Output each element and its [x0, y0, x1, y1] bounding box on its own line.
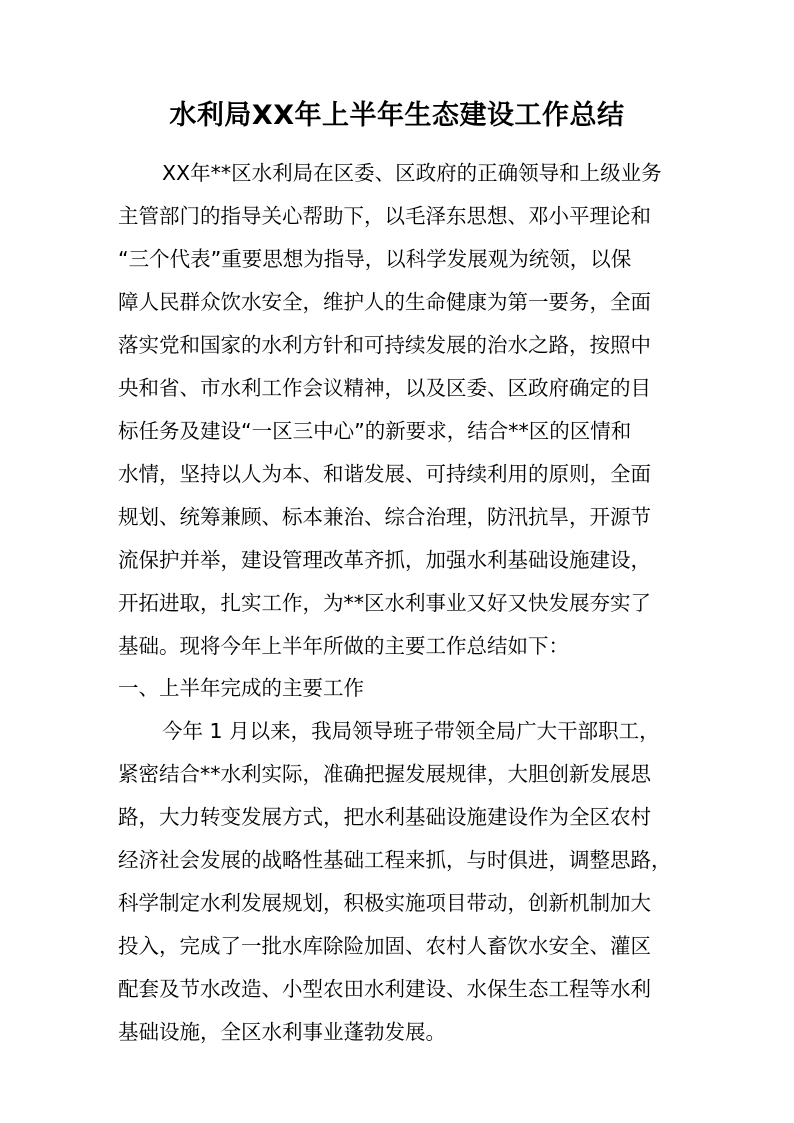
- paragraph-1-line: “三个代表”重要思想为指导，以科学发展观为统领，以保: [118, 247, 632, 271]
- paragraph-1-line: 流保护并举，建设管理改革齐抓，加强水利基础设施建设，: [118, 548, 651, 572]
- paragraph-1-line: 规划、统筹兼顾、标本兼治、综合治理，防汛抗旱，开源节: [118, 505, 651, 529]
- paragraph-2-line: 经济社会发展的战略性基础工程来抓，与时俱进，调整思路，: [118, 848, 672, 872]
- paragraph-2-line: 科学制定水利发展规划，积极实施项目带动，创新机制加大: [118, 891, 651, 915]
- section-heading: 一、上半年完成的主要工作: [118, 676, 364, 700]
- paragraph-1-line: 主管部门的指导关心帮助下，以毛泽东思想、邓小平理论和: [118, 204, 651, 228]
- paragraph-1-line: 障人民群众饮水安全，维护人的生命健康为第一要务，全面: [118, 290, 651, 314]
- paragraph-2-line: 紧密结合**水利实际，准确把握发展规律，大胆创新发展思: [118, 762, 651, 786]
- paragraph-1-line: 水情，坚持以人为本、和谐发展、可持续利用的原则，全面: [118, 462, 651, 486]
- paragraph-1-line: XX年**区水利局在区委、区政府的正确领导和上级业务: [162, 161, 662, 185]
- paragraph-2-line: 投入，完成了一批水库除险加固、农村人畜饮水安全、灌区: [118, 934, 651, 958]
- paragraph-1-line: 基础。现将今年上半年所做的主要工作总结如下：: [118, 634, 569, 658]
- paragraph-2-line: 配套及节水改造、小型农田水利建设、水保生态工程等水利: [118, 977, 651, 1001]
- paragraph-1-line: 央和省、市水利工作会议精神，以及区委、区政府确定的目: [118, 376, 651, 400]
- paragraph-2-line: 今年 1 月以来，我局领导班子带领全局广大干部职工，: [162, 719, 660, 743]
- paragraph-1-line: 落实党和国家的水利方针和可持续发展的治水之路，按照中: [118, 333, 651, 357]
- paragraph-1-line: 开拓进取，扎实工作，为**区水利事业又好又快发展夯实了: [118, 591, 651, 615]
- paragraph-2-line: 路，大力转变发展方式，把水利基础设施建设作为全区农村: [118, 805, 651, 829]
- paragraph-2-line: 基础设施，全区水利事业蓬勃发展。: [118, 1020, 446, 1044]
- paragraph-1-line: 标任务及建设“一区三中心”的新要求，结合**区的区情和: [118, 419, 632, 443]
- document-title: 水利局XX年上半年生态建设工作总结: [169, 100, 625, 131]
